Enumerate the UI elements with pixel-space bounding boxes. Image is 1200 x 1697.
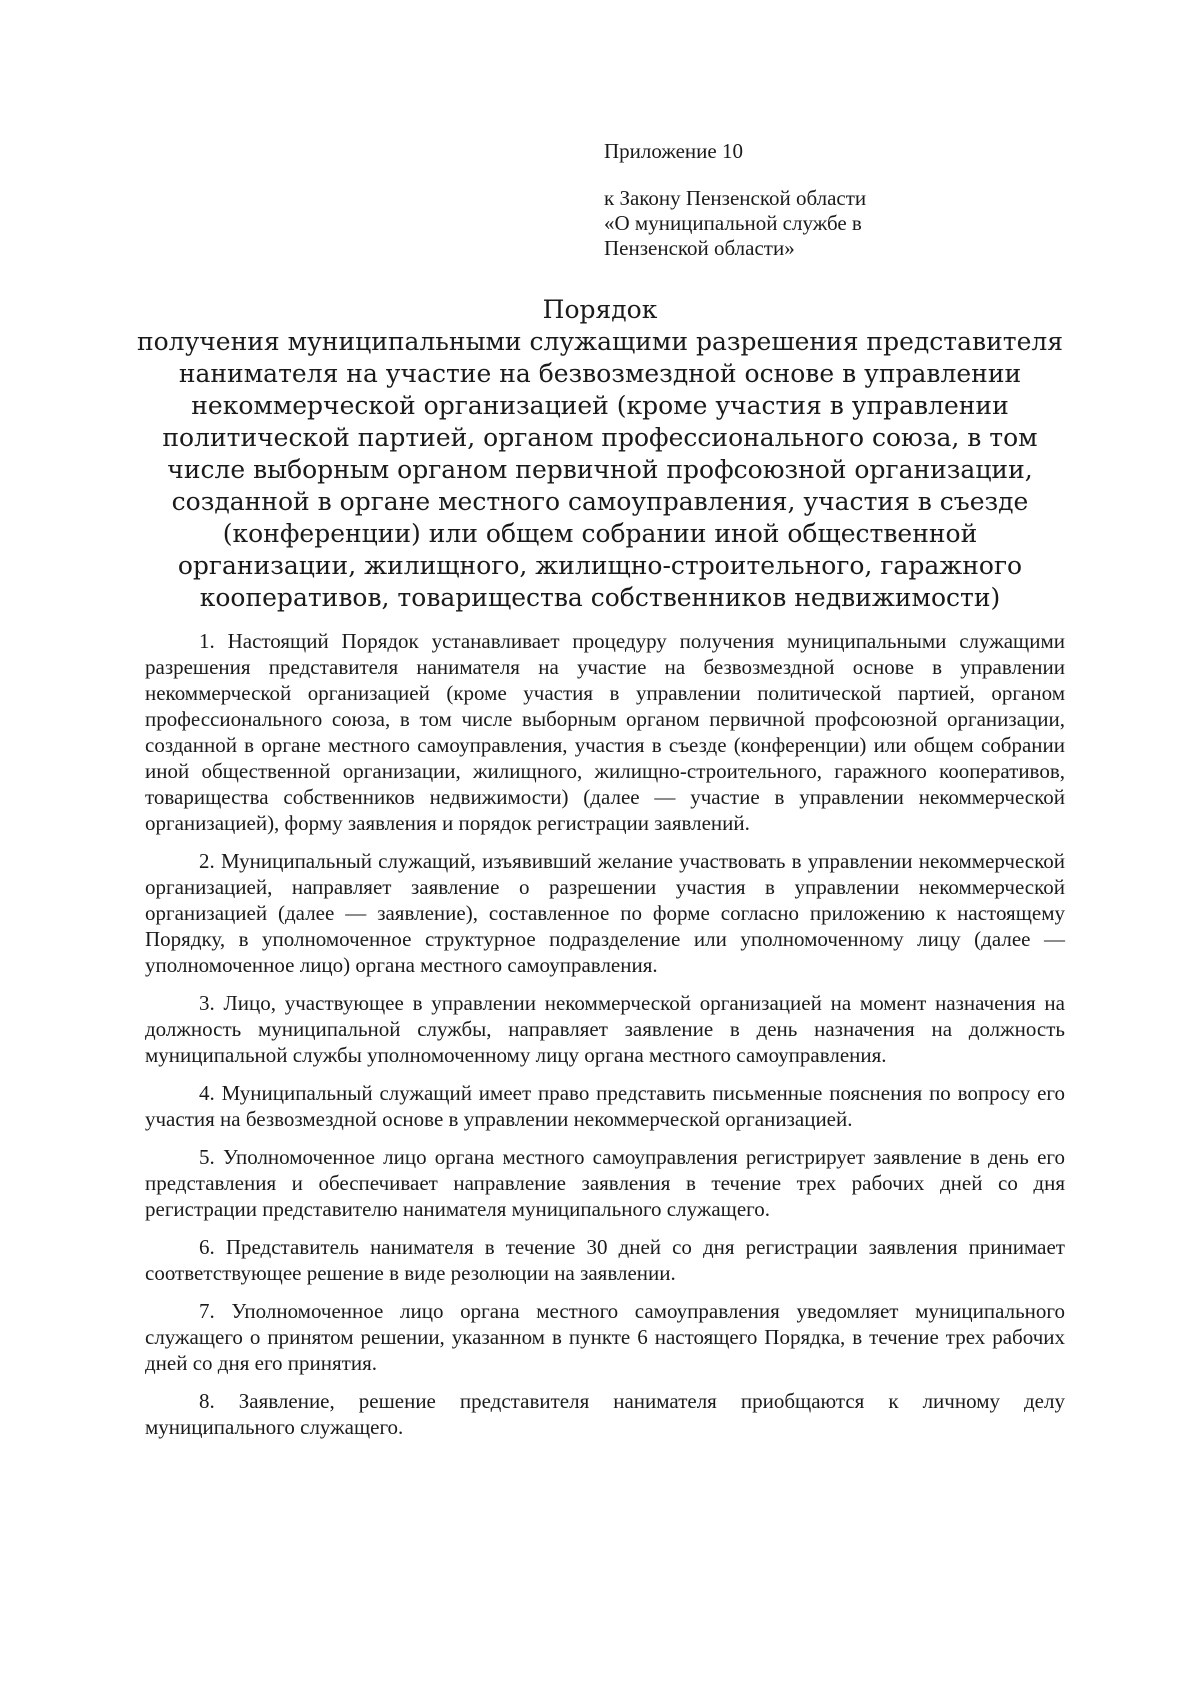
paragraph-2: 2. Муниципальный служащий, изъявивший желание участвовать в управлении некоммерческой организацией, направляет заявление о разрешении участия в управлении некоммерческой организацией (далее — заявление), составленное по форме согласно приложению к настоящему Порядку, в уполномоченное структурное подразделение или уполномоченному лицу (далее — уполномоченное лицо) органа местного самоуправления. — [145, 849, 1065, 977]
annex-title: Приложение 10 — [604, 139, 743, 163]
document-title-block — [130, 294, 1070, 614]
document-body — [145, 628, 1065, 1452]
paragraph-8: 8. Заявление, решение представителя нанимателя приобщаются к личному делу муниципального служащего. — [145, 1389, 1065, 1439]
paragraph-6: 6. Представитель нанимателя в течение 30 дней со дня регистрации заявления принимает соответствующее решение в виде резолюции на заявлении. — [145, 1235, 1065, 1285]
paragraph-5: 5. Уполномоченное лицо органа местного самоуправления регистрирует заявление в день его представления и обеспечивает направление заявления в течение трех рабочих дней со дня регистрации представителю нанимателя муниципального служащего. — [145, 1145, 1065, 1221]
paragraph-7: 7. Уполномоченное лицо органа местного самоуправления уведомляет муниципального служащего о принятом решении, указанном в пункте 6 настоящего Порядка, в течение трех рабочих дней со дня его принятия. — [145, 1299, 1065, 1375]
annex-header — [604, 139, 1024, 261]
annex-ref-line-3: Пензенской области» — [604, 236, 795, 260]
annex-ref-line-1: к Закону Пензенской области — [604, 186, 867, 210]
annex-reference — [604, 186, 1024, 261]
paragraph-1: 1. Настоящий Порядок устанавливает процедуру получения муниципальными служащими разрешения представителя нанимателя на участие на безвозмездной основе в управлении некоммерческой организацией (кроме участия в управлении политической партией, органом профессионального союза, в том числе выборным органом первичной профсоюзной организации, созданной в органе местного самоуправления, участия в съезде (конференции) или общем собрании иной общественной организации, жилищного, жилищно-строительного, гаражного кооперативов, товарищества собственников недвижимости) (далее — участие в управлении некоммерческой организацией), форму заявления и порядок регистрации заявлений. — [145, 629, 1065, 835]
document-title: Порядок — [542, 295, 658, 324]
document-subtitle: получения муниципальными служащими разрешения представителя нанимателя на участие на безвозмездной основе в управлении некоммерческой организацией (кроме участия в управлении политической партией, органом профессионального союза, в том числе выборным органом первичной профсоюзной организации, созданной в органе местного самоуправления, участия в съезде (конференции) или общем собрании иной общественной организации, жилищного, жилищно-строительного, гаражного кооперативов, товарищества собственников недвижимости) — [136, 327, 1064, 612]
annex-ref-line-2: «О муниципальной службе в — [604, 211, 862, 235]
paragraph-4: 4. Муниципальный служащий имеет право представить письменные пояснения по вопросу его участия на безвозмездной основе в управлении некоммерческой организацией. — [145, 1081, 1065, 1131]
paragraph-3: 3. Лицо, участвующее в управлении некоммерческой организацией на момент назначения на должность муниципальной службы, направляет заявление в день назначения на должность муниципальной службы уполномоченному лицу органа местного самоуправления. — [145, 991, 1065, 1067]
